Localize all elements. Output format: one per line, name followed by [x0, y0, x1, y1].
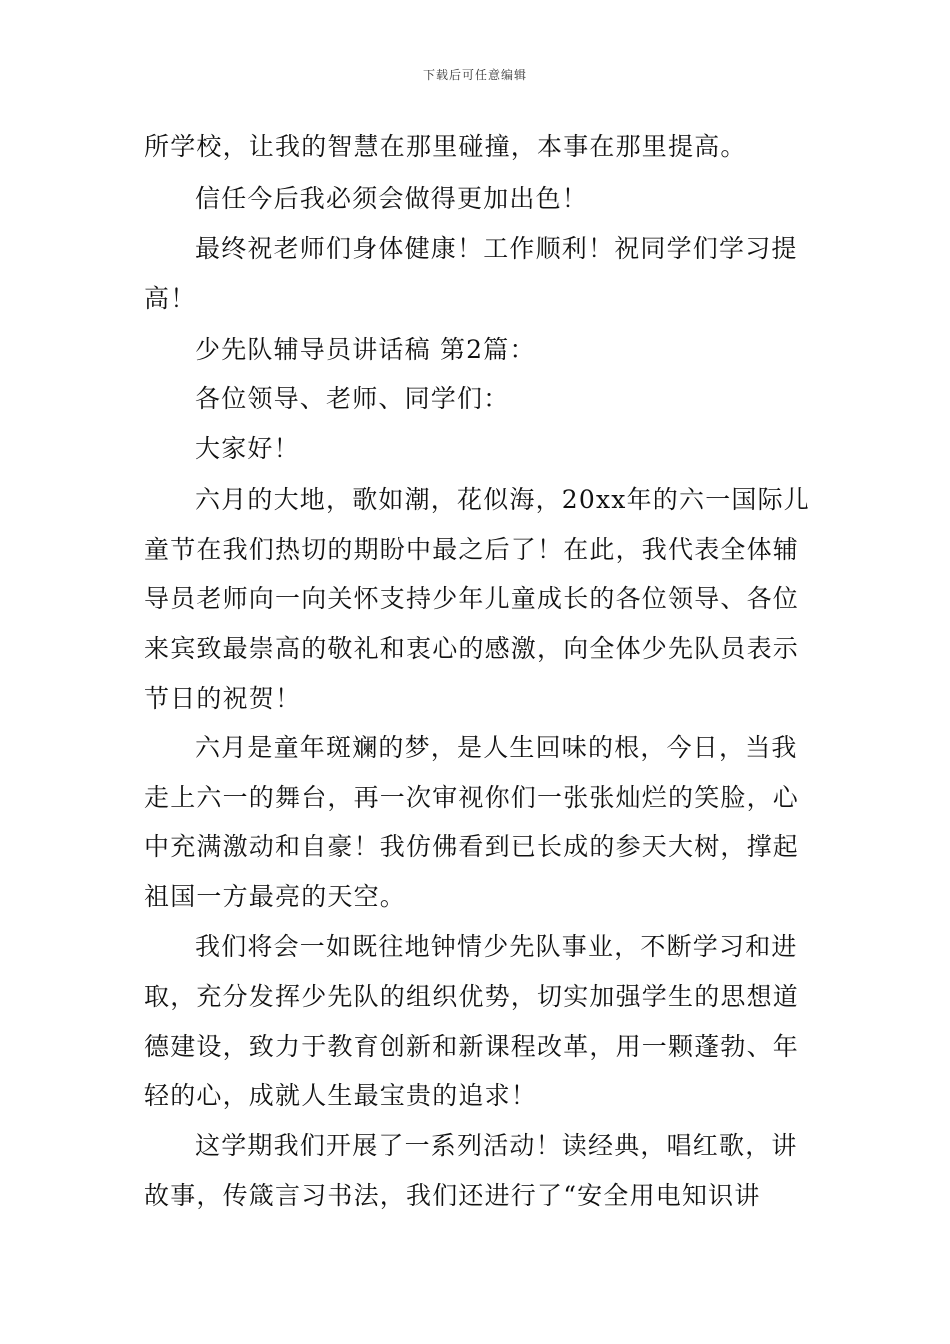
text-line: 信任今后我必须会做得更加出色！: [195, 184, 589, 213]
text-line: 最终祝老师们身体健康！工作顺利！祝同学们学习提: [195, 234, 798, 263]
text-line: 高！: [144, 284, 197, 313]
text-line: 走上六一的舞台，再一次审视你们一张张灿烂的笑脸，心: [144, 783, 800, 812]
text-line: 少先队辅导员讲话稿 第2篇：: [195, 335, 536, 364]
text-line: 这学期我们开展了一系列活动！读经典，唱红歌，讲: [195, 1131, 798, 1160]
text-line: 六月是童年斑斓的梦，是人生回味的根，今日，当我: [195, 733, 798, 762]
text-line: 轻的心，成就人生最宝贵的追求！: [144, 1081, 538, 1110]
text-line: 节日的祝贺！: [144, 684, 302, 713]
text-line: 故事，传箴言习书法，我们还进行了“安全用电知识讲: [144, 1181, 761, 1210]
text-line: 来宾致最崇高的敬礼和衷心的感激，向全体少先队员表示: [144, 634, 800, 663]
text-line: 六月的大地，歌如潮，花似海，20xx年的六一国际儿: [195, 485, 811, 514]
text-line: 取，充分发挥少先队的组织优势，切实加强学生的思想道: [144, 982, 800, 1011]
text-line: 大家好！: [195, 434, 300, 463]
text-line: 德建设，致力于教育创新和新课程改革，用一颗蓬勃、年: [144, 1032, 800, 1061]
text-line: 所学校，让我的智慧在那里碰撞，本事在那里提高。: [144, 132, 747, 161]
text-line: 导员老师向一向关怀支持少年儿童成长的各位领导、各位: [144, 584, 800, 613]
text-line: 中充满激动和自豪！我仿佛看到已长成的参天大树，撑起: [144, 832, 800, 861]
text-line: 各位领导、老师、同学们：: [195, 384, 510, 413]
text-line: 我们将会一如既往地钟情少先队事业，不断学习和进: [195, 932, 798, 961]
text-line: 童节在我们热切的期盼中最之后了！在此，我代表全体辅: [144, 535, 800, 564]
header-note: 下载后可任意编辑: [422, 68, 527, 82]
text-line: 祖国一方最亮的天空。: [144, 882, 407, 911]
